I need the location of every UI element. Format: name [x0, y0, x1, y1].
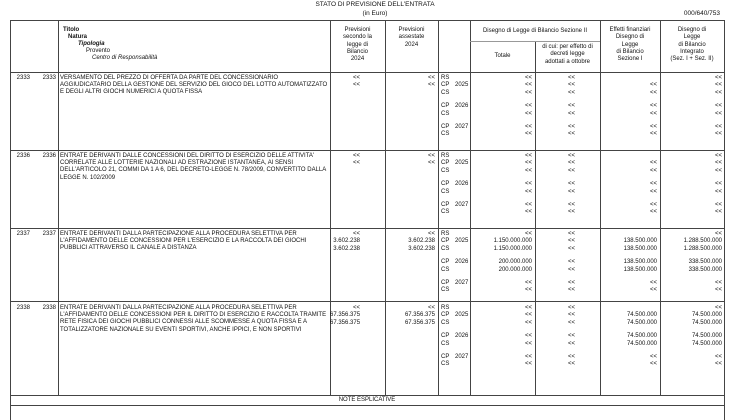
- integrato-value: <<: [714, 124, 722, 130]
- di-cui-value: <<: [567, 160, 575, 167]
- line-kind-label: CP: [441, 82, 450, 89]
- integrato-value: <<: [714, 280, 722, 286]
- year-label: 2027: [455, 354, 469, 360]
- integrato-value: 74.500.000: [691, 319, 722, 326]
- integrato-value: <<: [714, 305, 722, 311]
- prev-legge-value: <<: [352, 153, 360, 159]
- di-cui-value: <<: [567, 354, 575, 360]
- effetti-value: <<: [649, 202, 657, 208]
- integrato-value: 74.500.000: [691, 333, 722, 340]
- integrato-value: <<: [714, 75, 722, 81]
- year-label: 2026: [455, 259, 469, 266]
- di-cui-value: <<: [567, 361, 575, 368]
- effetti-value: <<: [649, 103, 657, 110]
- col-rule: [438, 20, 439, 395]
- notes-title: NOTE ESPLICATIVE: [338, 397, 396, 403]
- totale-value: 200.000.000: [498, 259, 532, 266]
- effetti-value: <<: [649, 131, 657, 138]
- prev-legge-value: <<: [352, 305, 360, 311]
- line-kind-label: RS: [441, 231, 450, 237]
- line-kind-label: CP: [441, 103, 450, 110]
- header-integrato: Disegno di Legge di Bilancio Integrato (Sez. I + Sez. II): [670, 27, 714, 63]
- totale-value: <<: [524, 354, 532, 360]
- di-cui-value: <<: [567, 75, 575, 81]
- header-effetti-sez1: Effetti finanziari Disegno di Legge di Bilancio Sezione I: [609, 27, 651, 63]
- integrato-value: <<: [714, 188, 722, 195]
- line-kind-label: CS: [441, 361, 450, 368]
- di-cui-value: <<: [567, 259, 575, 266]
- year-label: 2026: [455, 103, 469, 110]
- effetti-value: <<: [649, 160, 657, 167]
- effetti-value: 138.500.000: [623, 245, 657, 252]
- row-separator: [10, 301, 724, 302]
- line-kind-label: CP: [441, 202, 450, 208]
- totale-value: 1.150.000.000: [493, 245, 532, 252]
- header-centro: Centro di Responsabilità: [92, 55, 158, 61]
- year-label: 2027: [455, 124, 469, 130]
- integrato-value: <<: [714, 153, 722, 159]
- line-kind-label: CS: [441, 209, 450, 216]
- effetti-value: <<: [649, 82, 657, 89]
- totale-value: 1.150.000.000: [493, 238, 532, 245]
- effetti-value: <<: [649, 287, 657, 294]
- di-cui-value: <<: [567, 312, 575, 319]
- totale-value: 200.000.000: [498, 266, 532, 273]
- totale-value: <<: [524, 202, 532, 208]
- integrato-value: <<: [714, 131, 722, 138]
- line-kind-label: CS: [441, 319, 450, 326]
- totale-value: <<: [524, 188, 532, 195]
- effetti-value: <<: [649, 110, 657, 117]
- doc-code: 000/640/753: [683, 10, 720, 17]
- year-label: 2027: [455, 202, 469, 208]
- row-code-capitolo: 2337: [16, 231, 30, 237]
- prev-legge-value: 3.602.238: [333, 245, 360, 252]
- integrato-value: <<: [714, 354, 722, 360]
- effetti-value: 138.500.000: [623, 238, 657, 245]
- totale-value: <<: [524, 312, 532, 319]
- line-kind-label: CS: [441, 340, 450, 347]
- integrato-value: 1.288.500.000: [683, 238, 722, 245]
- di-cui-value: <<: [567, 305, 575, 311]
- totale-value: <<: [524, 305, 532, 311]
- di-cui-value: <<: [567, 202, 575, 208]
- totale-value: <<: [524, 319, 532, 326]
- prev-assestate-value: <<: [427, 231, 435, 237]
- totale-value: <<: [524, 167, 532, 174]
- integrato-value: <<: [714, 160, 722, 167]
- di-cui-value: <<: [567, 209, 575, 216]
- integrato-value: 1.288.500.000: [683, 245, 722, 252]
- integrato-value: <<: [714, 209, 722, 216]
- effetti-value: <<: [649, 124, 657, 130]
- effetti-value: <<: [649, 89, 657, 96]
- prev-legge-value: <<: [352, 75, 360, 81]
- year-label: 2025: [455, 160, 469, 167]
- line-kind-label: CP: [441, 312, 450, 319]
- di-cui-value: <<: [567, 245, 575, 252]
- line-kind-label: RS: [441, 153, 450, 159]
- di-cui-value: <<: [567, 131, 575, 138]
- effetti-value: 138.500.000: [623, 266, 657, 273]
- totale-value: <<: [524, 124, 532, 130]
- di-cui-value: <<: [567, 287, 575, 294]
- integrato-value: <<: [714, 287, 722, 294]
- totale-value: <<: [524, 153, 532, 159]
- effetti-value: <<: [649, 188, 657, 195]
- row-code-articolo: 2333: [42, 75, 56, 81]
- integrato-value: 74.500.000: [691, 340, 722, 347]
- year-label: 2025: [455, 312, 469, 319]
- prev-legge-value: 67.356.375: [330, 319, 361, 326]
- header-di-cui: di cui: per effetto di decreti legge adottati a ottobre: [542, 44, 593, 65]
- effetti-value: 74.500.000: [626, 312, 657, 319]
- row-code-articolo: 2337: [42, 231, 56, 237]
- di-cui-value: <<: [567, 89, 575, 96]
- effetti-value: 138.500.000: [623, 259, 657, 266]
- row-code-capitolo: 2333: [16, 75, 30, 81]
- totale-value: <<: [524, 110, 532, 117]
- header-totale: Totale: [494, 53, 511, 59]
- line-kind-label: CS: [441, 188, 450, 195]
- row-code-articolo: 2336: [42, 153, 56, 159]
- totale-value: <<: [524, 181, 532, 188]
- di-cui-value: <<: [567, 110, 575, 117]
- header-previsioni-legge: Previsioni secondo la legge di Bilancio 2024: [342, 27, 373, 63]
- prev-legge-value: 3.602.238: [333, 238, 360, 245]
- totale-value: <<: [524, 89, 532, 96]
- prev-assestate-value: <<: [427, 160, 435, 167]
- year-label: 2025: [455, 82, 469, 89]
- totale-value: <<: [524, 333, 532, 340]
- di-cui-value: <<: [567, 153, 575, 159]
- line-kind-label: RS: [441, 75, 450, 81]
- line-kind-label: CP: [441, 280, 450, 286]
- effetti-value: <<: [649, 354, 657, 360]
- integrato-value: <<: [714, 361, 722, 368]
- effetti-value: <<: [649, 167, 657, 174]
- effetti-value: <<: [649, 181, 657, 188]
- di-cui-value: <<: [567, 124, 575, 130]
- year-label: 2026: [455, 333, 469, 340]
- di-cui-value: <<: [567, 231, 575, 237]
- integrato-value: <<: [714, 167, 722, 174]
- row-code-articolo: 2338: [42, 305, 56, 311]
- header-previsioni-assestate: Previsioni assestate 2024: [398, 27, 425, 48]
- integrato-value: <<: [714, 82, 722, 89]
- di-cui-value: <<: [567, 340, 575, 347]
- totale-value: <<: [524, 231, 532, 237]
- row-separator: [10, 395, 724, 396]
- di-cui-value: <<: [567, 167, 575, 174]
- prev-assestate-value: 3.602.238: [408, 238, 435, 245]
- line-kind-label: CP: [441, 238, 450, 245]
- prev-assestate-value: 67.356.375: [404, 312, 435, 319]
- di-cui-value: <<: [567, 266, 575, 273]
- totale-value: <<: [524, 340, 532, 347]
- integrato-value: <<: [714, 103, 722, 110]
- header-natura: Natura: [68, 34, 88, 40]
- di-cui-value: <<: [567, 280, 575, 286]
- effetti-value: <<: [649, 280, 657, 286]
- prev-assestate-value: 67.356.375: [404, 319, 435, 326]
- totale-value: <<: [524, 280, 532, 286]
- row-code-capitolo: 2336: [16, 153, 30, 159]
- row-description: VERSAMENTO DEL PREZZO DI OFFERTA DA PARTE DEL CONCESSIONARIO AGGIUDICATARIO DELLA GESTIONE DEL SERVIZIO DEL GIOCO DEL LOTTO AUTOMATIZZATO E DEGLI ALTRI GIOCHI NUMERICI A QUOTA FISSA: [60, 75, 328, 96]
- di-cui-value: <<: [567, 82, 575, 89]
- notes-rule: [10, 405, 724, 406]
- totale-value: <<: [524, 103, 532, 110]
- page-title: STATO DI PREVISIONE DELL'ENTRATA: [315, 1, 435, 8]
- line-kind-label: CS: [441, 167, 450, 174]
- line-kind-label: CS: [441, 245, 450, 252]
- row-separator: [10, 228, 724, 229]
- row-description: ENTRATE DERIVANTI DALLE CONCESSIONI DEL DIRITTO DI ESERCIZIO DELLE ATTIVITA' CORRELATE ALLE LOTTERIE NAZIONALI AD ESTRAZIONE ISTANTANEA, AI SENSI DELL'ARTICOLO 21, COMMI DA 1 A 6, DEL DECRETO-LEGGE N. 78/2009, CONVERTITO DALLA LEGGE N. 102/2009: [60, 153, 326, 181]
- table-top-rule: [10, 20, 724, 21]
- row-separator: [10, 150, 724, 151]
- line-kind-label: CP: [441, 259, 450, 266]
- header-provento: Provento: [86, 48, 111, 54]
- ddl-subheader-rule: [470, 41, 600, 42]
- prev-legge-value: 67.356.375: [330, 312, 361, 319]
- row-description: ENTRATE DERIVANTI DALLA PARTECIPAZIONE ALLA PROCEDURA SELETTIVA PER L'AFFIDAMENTO DELLE CONCESSIONI PER L'ESERCIZIO E LA RACCOLTA DEI GIOCHI PUBBLICI ATTRAVERSO IL CANALE A DISTANZA: [60, 231, 307, 252]
- integrato-value: 74.500.000: [691, 312, 722, 319]
- prev-legge-value: <<: [352, 82, 360, 89]
- prev-assestate-value: <<: [427, 82, 435, 89]
- totale-value: <<: [524, 287, 532, 294]
- year-label: 2025: [455, 238, 469, 245]
- line-kind-label: CS: [441, 89, 450, 96]
- totale-value: <<: [524, 209, 532, 216]
- line-kind-label: CP: [441, 160, 450, 167]
- di-cui-value: <<: [567, 188, 575, 195]
- line-kind-label: CP: [441, 333, 450, 340]
- di-cui-value: <<: [567, 103, 575, 110]
- header-ddl-sez2: Disegno di Legge di Bilancio Sezione II: [482, 28, 588, 34]
- header-titolo: Titolo: [63, 27, 80, 33]
- line-kind-label: CP: [441, 181, 450, 188]
- integrato-value: <<: [714, 231, 722, 237]
- effetti-value: 74.500.000: [626, 333, 657, 340]
- prev-assestate-value: <<: [427, 153, 435, 159]
- di-cui-value: <<: [567, 238, 575, 245]
- totale-value: <<: [524, 82, 532, 89]
- header-tipologia: Tipologia: [78, 41, 105, 47]
- col-rule: [724, 20, 725, 420]
- di-cui-value: <<: [567, 181, 575, 188]
- integrato-value: <<: [714, 202, 722, 208]
- year-label: 2027: [455, 280, 469, 286]
- effetti-value: <<: [649, 361, 657, 368]
- integrato-value: 338.500.000: [688, 266, 722, 273]
- year-label: 2026: [455, 181, 469, 188]
- effetti-value: 74.500.000: [626, 340, 657, 347]
- integrato-value: <<: [714, 181, 722, 188]
- integrato-value: 338.500.000: [688, 259, 722, 266]
- prev-legge-value: <<: [352, 160, 360, 167]
- effetti-value: <<: [649, 209, 657, 216]
- header-bottom-rule: [10, 72, 724, 73]
- totale-value: <<: [524, 131, 532, 138]
- effetti-value: 74.500.000: [626, 319, 657, 326]
- line-kind-label: CS: [441, 287, 450, 294]
- totale-value: <<: [524, 160, 532, 167]
- page-subtitle: (in Euro): [362, 10, 388, 17]
- totale-value: <<: [524, 75, 532, 81]
- di-cui-value: <<: [567, 319, 575, 326]
- integrato-value: <<: [714, 89, 722, 96]
- line-kind-label: CS: [441, 266, 450, 273]
- prev-assestate-value: 3.602.238: [408, 245, 435, 252]
- col-rule: [58, 20, 59, 395]
- di-cui-value: <<: [567, 333, 575, 340]
- line-kind-label: CS: [441, 131, 450, 138]
- row-description: ENTRATE DERIVANTI DALLA PARTECIPAZIONE ALLA PROCEDURA SELETTIVA PER L'AFFIDAMENTO DELLE CONCESSIONI PER IL DIRITTO DI ESERCIZIO E RACCOLTA TRAMITE RETE FISICA DEI GIOCHI PUBBLICI CONNESSI ALLE SCOMMESSE A QUOTA FISSA E A TOTALIZZATORE NAZIONALE SU EVENTI SPORTIVI, ANCHE IPPICI, E NON SPORTIVI: [60, 305, 327, 333]
- integrato-value: <<: [714, 110, 722, 117]
- prev-assestate-value: <<: [427, 305, 435, 311]
- line-kind-label: CS: [441, 110, 450, 117]
- prev-legge-value: <<: [352, 231, 360, 237]
- row-code-capitolo: 2338: [16, 305, 30, 311]
- line-kind-label: RS: [441, 305, 450, 311]
- prev-assestate-value: <<: [427, 75, 435, 81]
- line-kind-label: CP: [441, 124, 450, 130]
- line-kind-label: CP: [441, 354, 450, 360]
- totale-value: <<: [524, 361, 532, 368]
